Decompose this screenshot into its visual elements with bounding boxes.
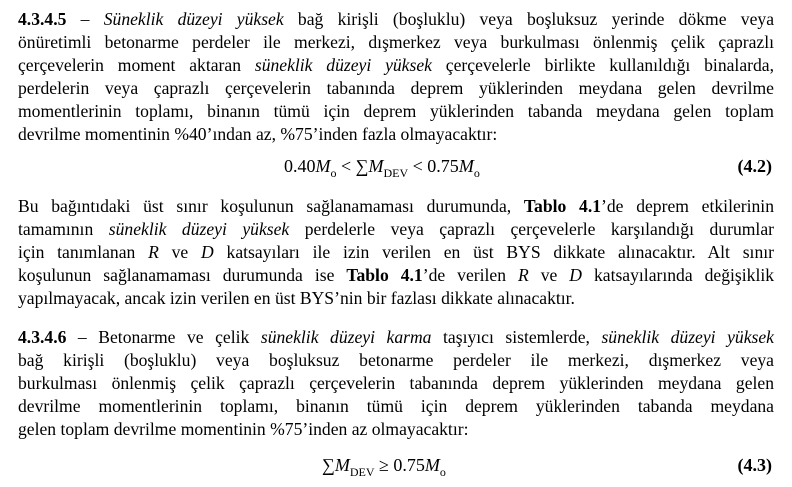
text-line	[18, 326, 774, 349]
text-line	[18, 54, 774, 77]
text-run: katsayıları ile izin verilen en üst BYS dikkate alınacaktır. Alt sınır	[213, 242, 774, 262]
italic-term: R	[148, 242, 159, 262]
text-run: katsayılarında değişiklik	[582, 265, 775, 285]
text-line	[18, 195, 774, 218]
text-line	[18, 264, 774, 287]
italic-term: D	[201, 242, 214, 262]
text-run: – Betonarme ve çelik	[66, 327, 261, 347]
text-run: için tanımlanan	[18, 242, 149, 262]
equation-number: (4.2)	[737, 156, 772, 176]
paragraph-upper-lower-limit	[18, 195, 774, 310]
text-run: koşulunun sağlanamaması durumunda ise	[18, 265, 347, 285]
text-run: bağ kirişli (boşluklu) veya boşluksuz betonarme perdeler ile merkezi, dışmerkez veya	[18, 350, 774, 370]
section-4-3-4-5	[18, 8, 774, 146]
table-reference: Tablo 4.1	[346, 265, 423, 285]
section-number: 4.3.4.5	[18, 9, 67, 29]
text-run: çerçevelerle birlikte kullanıldığı binalarda,	[431, 55, 774, 75]
text-line	[18, 395, 774, 418]
italic-term: süneklik düzeyi yüksek	[108, 219, 290, 239]
text-run: momentlerinin toplamı, binanın tümü için deprem yüklerinden tabanda meydana gelen toplam	[18, 101, 774, 121]
text-line	[18, 8, 774, 31]
section-number: 4.3.4.6	[18, 327, 67, 347]
text-run: bağ kirişli (boşluklu) veya boşluksuz yerinde dökme veya	[283, 9, 774, 29]
italic-term: Süneklik düzeyi yüksek	[103, 9, 284, 29]
italic-term: R	[517, 265, 529, 285]
text-run: taşıyıcı sistemlerde,	[431, 327, 602, 347]
text-run: ve	[528, 265, 570, 285]
text-line	[18, 100, 774, 123]
text-line	[18, 31, 774, 54]
text-line	[18, 218, 774, 241]
equation-4-3	[0, 455, 792, 481]
text-line	[18, 123, 774, 146]
text-run: ve	[158, 242, 202, 262]
table-reference: Tablo 4.1	[523, 196, 602, 216]
text-line	[18, 418, 774, 441]
text-run: devrilme momentinin %40’ından az, %75’inden fazla olmayacaktır:	[18, 124, 498, 144]
text-run: ’de verilen	[422, 265, 518, 285]
italic-term: süneklik düzeyi yüksek	[601, 327, 774, 347]
text-run: yapılmayacak, ancak izin verilen en üst BYS’nin bir fazlası dikkate alınacaktır.	[18, 288, 575, 308]
text-line	[18, 349, 774, 372]
italic-term: süneklik düzeyi yüksek	[254, 55, 432, 75]
italic-term: D	[569, 265, 582, 285]
equation-formula: $0.40M_o < \sum M_{DEV} < 0.75M_o$	[284, 156, 480, 180]
text-run: Bu bağıntıdaki üst sınır koşulunun sağlanamaması durumunda,	[18, 196, 524, 216]
text-line	[18, 287, 774, 310]
text-run: çerçevelerin moment aktaran	[18, 55, 255, 75]
text-line	[18, 372, 774, 395]
equation-4-2	[0, 156, 792, 182]
text-line	[18, 77, 774, 100]
text-run: burkulması önlenmiş çelik çaprazlı çerçevelerin tabanında deprem yüklerinden meydana gelen	[18, 373, 774, 393]
text-run: perdelerle veya çaprazlı çerçevelerle karşılandığı durumlar	[289, 219, 774, 239]
text-run: önüretimli betonarme perdeler ile merkezi, dışmerkez veya burkulması önlenmiş çelik çaprazlı	[18, 32, 774, 52]
text-run: devrilme momentlerinin toplamı, binanın tümü için deprem yüklerinden tabanda meydana	[18, 396, 774, 416]
equation-number: (4.3)	[737, 455, 772, 475]
text-run: tamamının	[18, 219, 109, 239]
text-line	[18, 241, 774, 264]
text-run: ’de deprem etkilerinin	[601, 196, 774, 216]
text-run: perdelerin veya çaprazlı çerçevelerin tabanında deprem yüklerinden meydana gelen devrilme	[18, 78, 774, 98]
text-run: –	[66, 9, 104, 29]
text-run: gelen toplam devrilme momentinin %75’inden az olmayacaktır:	[18, 419, 469, 439]
italic-term: süneklik düzeyi karma	[260, 327, 432, 347]
section-4-3-4-6	[18, 326, 774, 441]
equation-formula: $\sum M_{DEV} \ge 0.75M_o$	[322, 455, 446, 479]
